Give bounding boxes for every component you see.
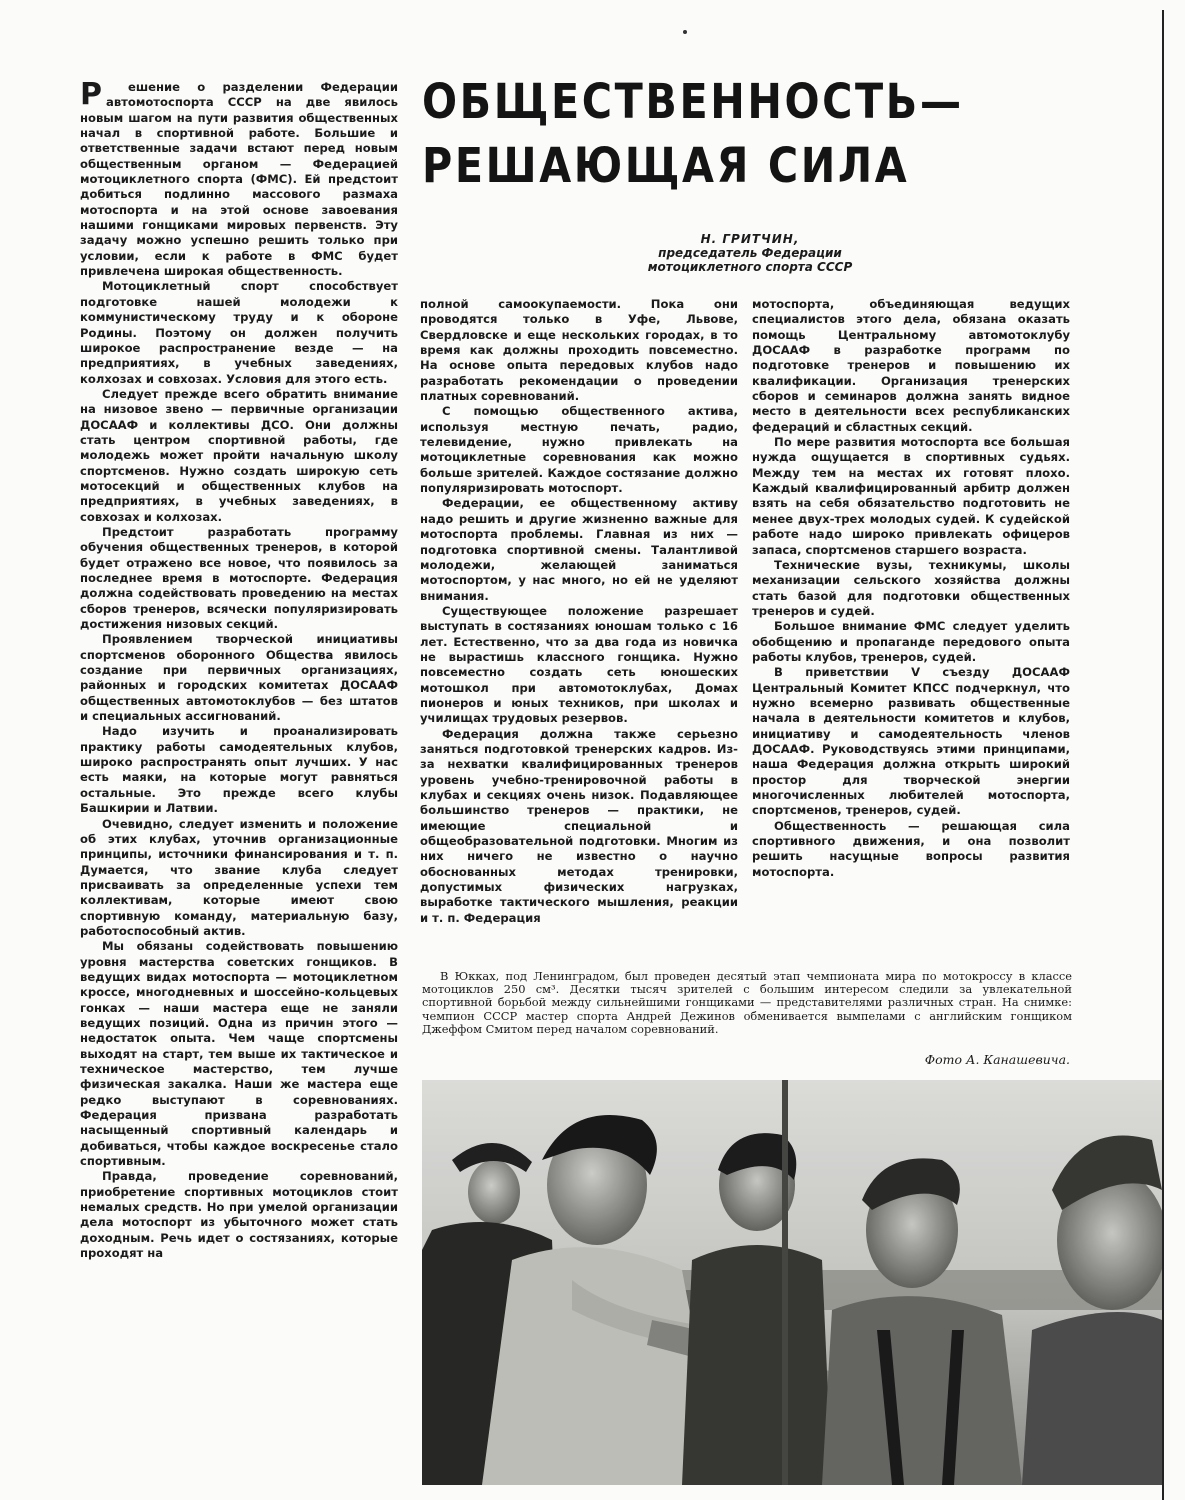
article-paragraph: Очевидно, следует изменить и положение об этих клубах, уточнив организационные принципы, источники финансирования и т. п. Думается, что звание клуба следует присваивать за определенные успехи тем коллективам, которые имеют свою спортивную команду, материальную базу, работоспособный актив.	[80, 816, 398, 938]
article-column-3	[752, 297, 1070, 880]
page-edge-line	[1162, 10, 1164, 1500]
article-paragraph: Проявлением творческой инициативы спортсменов оборонного Общества явилось создание при первичных организациях, районных и городских комитетах ДОСААФ общественных автомотоклубов — без штатов и специальных ассигнований.	[80, 632, 398, 724]
article-paragraph: Существующее положение разрешает выступать в состязаниях юношам только с 16 лет. Естественно, что за два года из новичка не вырастишь классного гонщика. Нужно повсеместно создать сеть юношеских мотошкол при автомотоклубах, Домах пионеров и юных техников, при школах и училищах трудовых резервов.	[420, 603, 738, 726]
article-paragraph: Мотоциклетный спорт способствует подготовке нашей молодежи к коммунистическому труду и к обороне Родины. Поэтому он должен получить широкое распространение везде — на предприятиях, в учебных заведениях, колхозах и совхозах. Условия для этого есть.	[80, 279, 398, 386]
scan-speck	[683, 30, 687, 34]
byline-author: Н. ГРИТЧИН,	[700, 232, 800, 246]
article-paragraph: Надо изучить и проанализировать практику работы самодеятельных клубов, широко распространять опыт лучших. У нас есть маяки, на которые могут равняться остальные. Это прежде всего клубы Башкирии и Латвии.	[80, 724, 398, 816]
headline-line-1: ОБЩЕСТВЕННОСТЬ—	[422, 74, 964, 130]
drop-cap: Р	[80, 77, 102, 112]
article-paragraph: Технические вузы, техникумы, школы механизации сельского хозяйства должны стать базой для подготовки общественных тренеров и судей.	[752, 557, 1070, 618]
article-paragraph: Федерации, ее общественному активу надо решить и другие жизненно важные для мотоспорта проблемы. Главная из них — подготовка спортивной смены. Талантливой молодежи, желающей заниматься мотоспортом, у нас много, но ей не уделяют внимания.	[420, 496, 738, 603]
byline-role-line-2: мотоциклетного спорта СССР	[647, 260, 853, 274]
byline	[560, 232, 940, 274]
article-paragraph: В приветствии V съезду ДОСААФ Центральный Комитет КПСС подчеркнул, что нужно всемерно развивать общественные начала в деятельности комитетов и клубов, инициативу и самодеятельность членов ДОСААФ. Руководствуясь этими принципами, наша Федерация должна открыть широкий простор для творческой энергии многочисленных любителей мотоспорта, спортсменов, тренеров, судей.	[752, 665, 1070, 818]
article-paragraph: Мы обязаны содействовать повышению уровня мастерства советских гонщиков. В ведущих видах мотоспорта — мотоциклетном кроссе, многодневных и шоссейно-кольцевых гонках — наши мастера еще не заняли ведущих позиций. Одна из причин этого — недостаток опыта. Чем чаще спортсмены выходят на старт, тем выше их тактическое и техническое мастерство, тем лучше физическая закалка. Наши же мастера еще редко выступают в соревнованиях. Федерация призвана разработать насыщенный спортивный календарь и добиваться, чтобы каждое воскресенье стало спортивным.	[80, 939, 398, 1169]
article-paragraph: Следует прежде всего обратить внимание на низовое звено — первичные организации ДОСААФ и коллективы ДСО. Они должны стать центром спортивной работы, где молодежь может пройти начальную школу спортсменов. Нужно создать широкую сеть мотосекций и общественных клубов на предприятиях, в учебных заведениях, в совхозах и колхозах.	[80, 386, 398, 524]
byline-role-line-1: председатель Федерации	[658, 246, 842, 260]
photo-caption	[422, 970, 1072, 1036]
article-paragraph: Общественность — решающая сила спортивного движения, и она позволит решить насущные вопросы развития мотоспорта.	[752, 818, 1070, 879]
photo-caption-text: В Юкках, под Ленинградом, был проведен десятый этап чемпионата мира по мотокроссу в классе мотоциклов 250 см³. Десятки тысяч зрителей с большим интересом следили за увлекательной спортивной борьбой между сильнейшими гонщиками — представителями различных стран. На снимке: чемпион СССР мастер спорта Андрей Дежинов обменивается вымпелами с английским гонщиком Джеффом Смитом перед началом соревнований.	[422, 969, 1072, 1036]
photo-illustration	[422, 1080, 1162, 1485]
article-paragraph: Большое внимание ФМС следует уделить обобщению и пропаганде передового опыта работы клубов, тренеров, судей.	[752, 619, 1070, 664]
headline-line-2: РЕШАЮЩАЯ СИЛА	[422, 138, 910, 194]
article-paragraph: С помощью общественного актива, используя местную печать, радио, телевидение, нужно привлекать на мотоциклетные соревнования как можно больше зрителей. Каждое состязание должно популяризировать мотоспорт.	[420, 404, 738, 496]
article-paragraph: Р ешение о разделении Федерации автомотоспорта СССР на две явилось новым шагом на пути развития общественных начал в спортивной работе. Большие и ответственные задачи встают перед новым общественным органом — Федерацией мотоциклетного спорта (ФМС). Ей предстоит добиться подлинно массового размаха мотоспорта и на этой основе завоевания нашими гонщиками мировых первенств. Эту задачу можно успешно решить только при условии, если к работе в ФМС будет привлечена широкая общественность.	[80, 80, 398, 279]
article-paragraph: Федерация должна также серьезно заняться подготовкой тренерских кадров. Из-за нехватки квалифицированных тренеров уровень учебно-тренировочной работы в клубах и секциях очень низок. Подавляющее большинство тренеров — практики, не имеющие специальной и общеобразовательной подготовки. Многим из них ничего не известно о научно обоснованных методах тренировки, допустимых физических нагрузках, выработке тактического мышления, реакции и т. п. Федерация	[420, 726, 738, 925]
article-paragraph: полной самоокупаемости. Пока они проводятся только в Уфе, Львове, Свердловске и еще нескольких городах, в то время как должны проходить повсеместно. На основе опыта передовых клубов надо разработать рекомендации о проведении платных соревнований.	[420, 297, 738, 404]
article-paragraph: По мере развития мотоспорта все большая нужда ощущается в спортивных судьях. Между тем на местах их готовят плохо. Каждый квалифицированный арбитр должен взять на себя обязательство подготовить не менее двух-трех молодых судей. К судейской работе надо широко привлекать офицеров запаса, спортсменов старшего возраста.	[752, 435, 1070, 557]
photo-racers-exchanging-pennants	[422, 1080, 1162, 1485]
article-column-1	[80, 77, 398, 1261]
photo-credit: Фото А. Канашевича.	[924, 1052, 1070, 1067]
article-paragraph: мотоспорта, объединяющая ведущих специалистов этого дела, обязана оказать помощь Центральному автомотоклубу ДОСААФ в разработке программ по подготовке тренеров и повышению их квалификации. Организация тренерских сборов и семинаров должна занять видное место в деятельности всех республиканских федераций и сбластных секций.	[752, 297, 1070, 434]
article-column-2	[420, 297, 738, 926]
article-headline	[422, 70, 990, 198]
article-paragraph: Правда, проведение соревнований, приобретение спортивных мотоциклов стоит немалых средств. Но при умелой организации дела мотоспорт из убыточного может стать доходным. Речь идет о состязаниях, которые проходят на	[80, 1169, 398, 1261]
article-paragraph: Предстоит разработать программу обучения общественных тренеров, в которой будет отражено все новое, что появилось за последнее время в мотоспорте. Федерация должна содействовать проведению на местах сборов тренеров, всячески популяризировать достижения низовых секций.	[80, 524, 398, 632]
